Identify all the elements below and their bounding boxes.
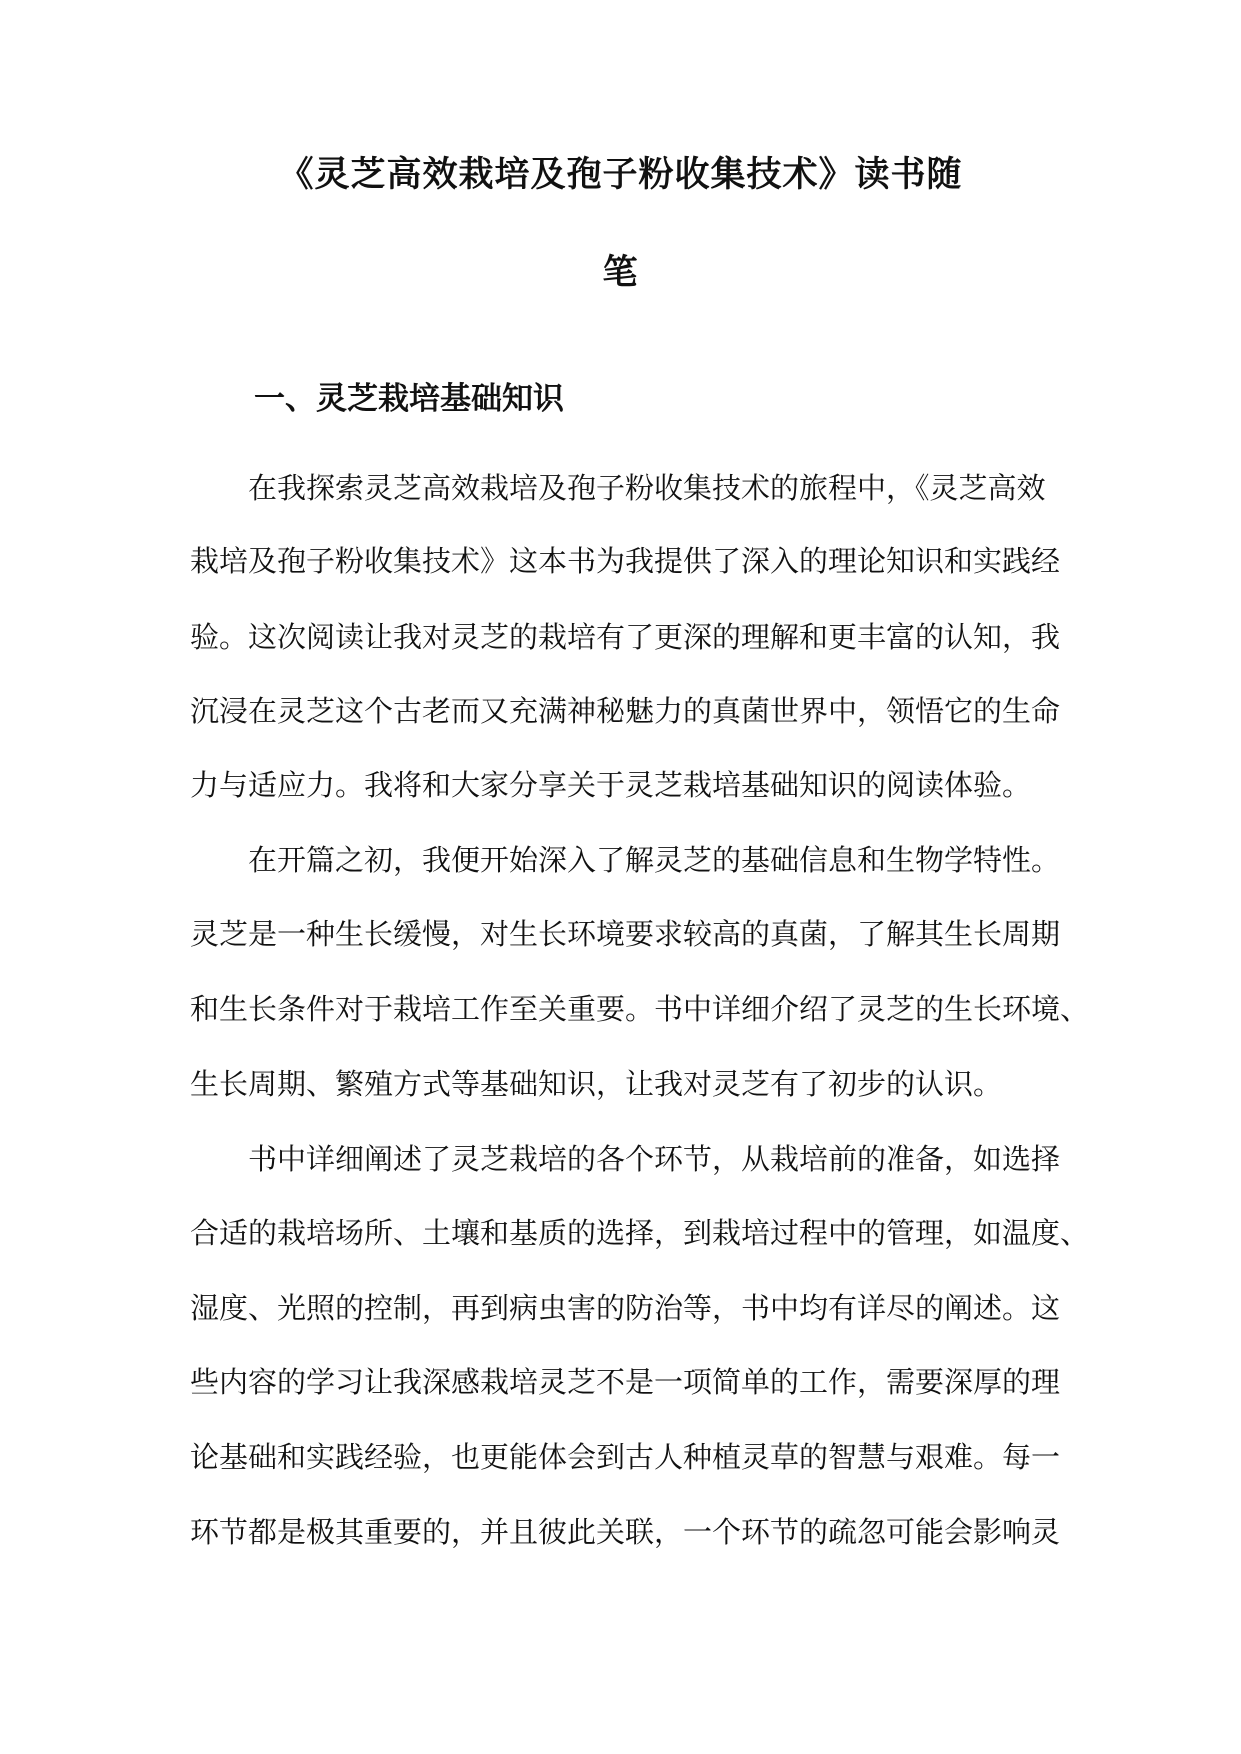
text-line: 灵芝是一种生长缓慢，对生长环境要求较高的真菌，了解其生长周期 xyxy=(190,917,1061,951)
text-line: 力与适应力。我将和大家分享关于灵芝栽培基础知识的阅读体验。 xyxy=(190,768,1032,802)
text-line: 生长周期、繁殖方式等基础知识，让我对灵芝有了初步的认识。 xyxy=(190,1067,1003,1101)
text-line: 湿度、光照的控制，再到病虫害的防治等，书中均有详尽的阐述。这 xyxy=(190,1291,1061,1325)
text-line: 和生长条件对于栽培工作至关重要。书中详细介绍了灵芝的生长环境、 xyxy=(190,992,1090,1026)
text-line: 些内容的学习让我深感栽培灵芝不是一项简单的工作，需要深厚的理 xyxy=(190,1365,1061,1399)
text-line: 栽培及孢子粉收集技术》这本书为我提供了深入的理论知识和实践经 xyxy=(190,544,1061,578)
document-title-line-1: 《灵芝高效栽培及孢子粉收集技术》读书随 xyxy=(278,154,963,195)
text-line: 书中详细阐述了灵芝栽培的各个环节，从栽培前的准备，如选择 xyxy=(248,1142,1061,1176)
section-heading: 一、灵芝栽培基础知识 xyxy=(254,381,564,417)
text-line: 验。这次阅读让我对灵芝的栽培有了更深的理解和更丰富的认知，我 xyxy=(190,620,1061,654)
text-line: 合适的栽培场所、土壤和基质的选择，到栽培过程中的管理，如温度、 xyxy=(190,1216,1090,1250)
text-line: 论基础和实践经验，也更能体会到古人种植灵草的智慧与艰难。每一 xyxy=(190,1440,1061,1474)
text-line: 环节都是极其重要的，并且彼此关联，一个环节的疏忽可能会影响灵 xyxy=(190,1515,1061,1549)
document-title-line-2: 笔 xyxy=(602,252,639,293)
text-line: 沉浸在灵芝这个古老而又充满神秘魅力的真菌世界中，领悟它的生命 xyxy=(190,694,1061,728)
text-line: 在开篇之初，我便开始深入了解灵芝的基础信息和生物学特性。 xyxy=(248,843,1061,877)
text-line: 在我探索灵芝高效栽培及孢子粉收集技术的旅程中，《灵芝高效 xyxy=(248,471,1046,505)
